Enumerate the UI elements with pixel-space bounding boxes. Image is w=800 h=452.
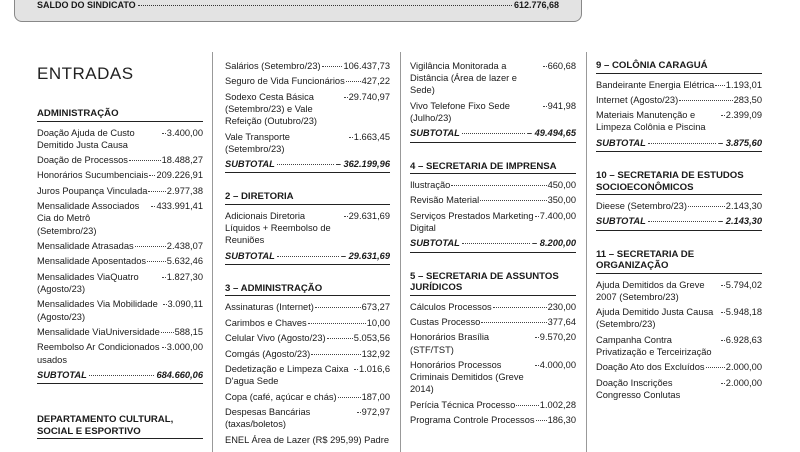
leader-dots (462, 243, 530, 244)
line-item (596, 109, 762, 133)
item-value: 2.399,09 (725, 110, 762, 121)
item-value: 5.794,02 (725, 279, 762, 290)
item-value: 433.991,41 (156, 201, 203, 212)
item-value: 2.977,38 (166, 185, 203, 196)
item-label: Reembolso Ar Condicionados usados (37, 342, 160, 365)
item-value: 450,00 (547, 180, 576, 191)
page-heading: ENTRADAS (37, 64, 134, 83)
item-value: 132,92 (361, 348, 390, 359)
item-label: Honorários Sucumbenciais (37, 170, 149, 181)
item-value: 4.000,00 (539, 360, 576, 371)
item-label: Bandeirante Energia Elétrica (596, 79, 715, 90)
section-title: 5 – SECRETARIA DE ASSUNTOS JURÍDICOS (410, 271, 576, 296)
subtotal-label: SUBTOTAL (37, 370, 87, 381)
section-items (225, 301, 390, 445)
line-item (596, 279, 762, 303)
item-value: 350,00 (547, 195, 576, 206)
line-item (37, 298, 203, 322)
spacer (410, 253, 576, 271)
leader-dots (162, 347, 166, 348)
column-3 (410, 60, 576, 430)
line-item (596, 79, 762, 91)
subtotal-row (410, 127, 576, 142)
line-item (596, 200, 762, 212)
item-label: Mensalidades ViaQuatro (Agosto/23) (37, 271, 139, 295)
leader-dots (148, 191, 165, 192)
item-label: Internet (Agosto/23) (596, 94, 679, 105)
item-label: Perícia Técnica Processo (410, 399, 516, 410)
section-items (225, 210, 390, 247)
line-item (225, 348, 390, 360)
item-value: 187,00 (361, 391, 390, 402)
item-label: Materiais Manutenção e Limpeza Colônia e Piscina (596, 110, 706, 133)
item-label: Serviços Prestados Marketing Digital (410, 210, 534, 234)
column-divider (400, 52, 401, 452)
subtotal-row (410, 237, 576, 252)
subtotal-label: SUBTOTAL (225, 159, 275, 170)
section-items (596, 279, 762, 402)
leader-dots (648, 143, 716, 144)
subtotal-value: – 362.199,96 (335, 159, 390, 170)
line-item (596, 377, 762, 401)
item-value: 3.400,00 (166, 127, 203, 138)
leader-dots (543, 106, 547, 107)
leader-dots (346, 81, 361, 82)
section-title: 9 – COLÔNIA CARAGUÁ (596, 60, 762, 74)
item-value: 9.570,20 (539, 332, 576, 343)
item-label: Mensalidade Associados Cia do Metrô (Setembro/23) (37, 201, 140, 236)
item-value: 29.631,69 (348, 210, 390, 221)
leader-dots (516, 405, 539, 406)
item-value: 186,30 (547, 415, 576, 426)
subtotal-row (596, 215, 762, 230)
leader-dots (322, 66, 343, 67)
line-item (225, 301, 390, 313)
line-item (37, 271, 203, 295)
leader-dots (357, 412, 361, 413)
line-item (596, 94, 762, 106)
leader-dots (338, 397, 361, 398)
leader-dots (308, 323, 366, 324)
item-label: Honorários Brasília (STF/TST) (410, 332, 490, 355)
section-items (410, 301, 576, 427)
item-value: 230,00 (547, 301, 576, 312)
column-divider (212, 52, 213, 452)
item-label: Mensalidade ViaUniversidade (37, 327, 160, 338)
subtotal-row (37, 369, 203, 384)
item-value: 29.740,97 (348, 91, 390, 102)
spacer (596, 231, 762, 249)
line-item (596, 361, 762, 373)
item-label: Mensalidade Atrasadas (37, 241, 134, 252)
item-value: 972,97 (361, 406, 390, 417)
line-item (225, 317, 390, 329)
leader-dots (721, 285, 725, 286)
section-title: 4 – SECRETARIA DE IMPRENSA (410, 161, 576, 175)
leader-dots (344, 216, 348, 217)
leader-dots (129, 160, 161, 161)
item-label: Carimbos e Chaves (225, 317, 307, 328)
leader-dots (648, 221, 716, 222)
section-title: 2 – DIRETORIA (225, 191, 390, 205)
item-label: Assinaturas (Internet) (225, 302, 314, 313)
item-label: Mensalidade Aposentados (37, 256, 147, 267)
item-value: 427,22 (361, 76, 390, 87)
section-items (410, 60, 576, 124)
item-label: Doação Inscrições Congresso Conlutas (596, 377, 681, 401)
line-item (410, 179, 576, 191)
section-items (225, 60, 390, 155)
item-value: 588,15 (174, 327, 203, 338)
line-item (225, 434, 390, 446)
subtotal-label: SUBTOTAL (225, 250, 275, 261)
leader-dots (311, 354, 360, 355)
item-value: 1.002,28 (539, 399, 576, 410)
line-item (225, 391, 390, 403)
item-label: Doação Ato dos Excluídos (596, 362, 705, 373)
section-items (596, 200, 762, 212)
line-item (225, 210, 390, 247)
spacer (410, 143, 576, 161)
leader-dots (715, 85, 724, 86)
line-item (37, 341, 203, 365)
subtotal-value: 684.660,06 (156, 370, 203, 381)
item-label: Ajuda Demitidos da Greve 2007 (Setembro/23) (596, 279, 705, 302)
leader-dots (161, 332, 174, 333)
line-item (225, 406, 390, 430)
subtotal-label: SUBTOTAL (410, 238, 460, 249)
line-item (410, 414, 576, 426)
leader-dots (138, 5, 512, 6)
line-item (37, 127, 203, 151)
item-label: Vivo Telefone Fixo Sede (Julho/23) (410, 100, 510, 123)
item-value: 5.053,56 (353, 333, 390, 344)
item-value: 377,64 (547, 317, 576, 328)
item-value: 660,68 (547, 61, 576, 71)
item-value: 6.928,63 (725, 334, 762, 345)
item-label: Doação de Processos (37, 155, 128, 166)
line-item (410, 60, 576, 97)
leader-dots (535, 337, 539, 338)
item-label: Comgás (Agosto/23) (225, 348, 311, 359)
leader-dots (721, 115, 725, 116)
leader-dots (151, 206, 155, 207)
subtotal-label: SUBTOTAL (596, 216, 646, 227)
item-value: 106.437,73 (343, 61, 390, 71)
leader-dots (721, 383, 725, 384)
line-item (37, 326, 203, 338)
item-value: 209.226,91 (156, 170, 203, 181)
item-label: Sodexo Cesta Básica (Setembro/23) e Vale Refeição (Outubro/23) (225, 91, 317, 127)
item-label: Juros Poupança Vinculada (37, 185, 148, 196)
leader-dots (462, 133, 525, 134)
section-title: ADMINISTRAÇÃO (37, 108, 203, 122)
line-item (410, 301, 576, 313)
section-items (37, 127, 203, 366)
leader-dots (480, 200, 546, 201)
item-label: Vale Transporte (Setembro/23) (225, 131, 290, 154)
subtotal-row (225, 158, 390, 173)
item-label: Ilustração (410, 180, 451, 191)
line-item (410, 194, 576, 206)
line-item (37, 154, 203, 166)
leader-dots (354, 369, 358, 370)
subtotal-label: SUBTOTAL (410, 128, 460, 139)
leader-dots (277, 164, 334, 165)
item-value: 2.438,07 (166, 241, 203, 252)
subtotal-value: – 49.494,65 (526, 128, 576, 139)
subtotal-value: – 2.143,30 (718, 216, 762, 227)
item-label: Programa Controle Processos (410, 415, 535, 426)
section-title: DEPARTAMENTO CULTURAL, SOCIAL E ESPORTIVO (37, 414, 203, 439)
leader-dots (535, 216, 539, 217)
section-title: 3 – ADMINISTRAÇÃO (225, 283, 390, 297)
item-value: 1.193,01 (725, 79, 762, 90)
line-item (37, 169, 203, 181)
item-value: 941,98 (547, 100, 576, 111)
leader-dots (149, 175, 155, 176)
line-item (225, 91, 390, 128)
item-value: 1.016,6 (358, 363, 390, 374)
item-label: Mensalidades Via Mobilidade (Agosto/23) (37, 299, 158, 322)
subtotal-row (596, 137, 762, 152)
leader-dots (679, 100, 732, 101)
spacer (225, 265, 390, 283)
leader-dots (147, 261, 166, 262)
leader-dots (327, 338, 353, 339)
leader-dots (163, 304, 167, 305)
balance-value: 612.776,68 (513, 0, 559, 10)
item-label: Dieese (Setembro/23) (596, 201, 687, 212)
column-2 (225, 60, 390, 449)
item-label: Seguro de Vida Funcionários (225, 76, 345, 87)
line-item (596, 306, 762, 330)
line-item (410, 359, 576, 396)
leader-dots (89, 375, 155, 376)
item-value: 2.143,30 (725, 201, 762, 212)
line-item (410, 210, 576, 234)
subtotal-value: – 8.200,00 (532, 238, 576, 249)
leader-dots (277, 256, 339, 257)
leader-dots (162, 133, 166, 134)
spacer (596, 152, 762, 170)
line-item (225, 131, 390, 155)
line-item (37, 200, 203, 237)
line-item (410, 316, 576, 328)
leader-dots (536, 420, 547, 421)
item-label: Despesas Bancárias (taxas/boletos) (225, 406, 311, 430)
line-item (410, 399, 576, 411)
leader-dots (315, 307, 361, 308)
line-item (225, 363, 390, 387)
section-items (410, 179, 576, 234)
item-label: Honorários Processos Criminais Demitidos (Greve 2014) (410, 360, 524, 395)
item-value: 18.488,27 (161, 155, 203, 166)
leader-dots (721, 312, 725, 313)
line-item (410, 100, 576, 124)
item-value: 673,27 (361, 302, 390, 313)
section-items (596, 79, 762, 134)
item-label: Celular Vivo (Agosto/23) (225, 333, 326, 344)
line-item (225, 60, 390, 72)
item-label: Copa (café, açúcar e chás) (225, 391, 337, 402)
leader-dots (688, 206, 725, 207)
leader-dots (721, 340, 725, 341)
item-label: ENEL Área de Lazer (R$ 295,99) Padre (225, 434, 389, 445)
spacer (225, 173, 390, 191)
column-1 (37, 108, 203, 444)
leader-dots (535, 365, 539, 366)
leader-dots (493, 307, 547, 308)
item-value: 3.090,11 (167, 299, 203, 310)
subtotal-label: SUBTOTAL (596, 137, 646, 148)
item-label: Salários (Setembro/23) (225, 61, 321, 71)
item-label: Dedetização e Limpeza Caixa D'agua Sede (225, 363, 349, 387)
leader-dots (481, 322, 546, 323)
item-label: Ajuda Demitido Justa Causa (Setembro/23) (596, 307, 714, 330)
line-item (37, 185, 203, 197)
item-label: Vigilância Monitorada a Distância (Área de lazer e Sede) (410, 61, 517, 96)
item-label: Adicionais Diretoria Líquidos + Reembolso de Reuniões (225, 210, 331, 246)
item-value: 5.632,46 (166, 256, 203, 267)
balance-label: SALDO DO SINDICATO (37, 0, 136, 10)
line-item (37, 255, 203, 267)
leader-dots (162, 277, 166, 278)
line-item (225, 332, 390, 344)
column-divider (586, 52, 587, 452)
line-item (37, 240, 203, 252)
item-label: Doação Ajuda de Custo Demitido Justa Causa (37, 127, 135, 150)
item-value: 5.948,18 (725, 307, 762, 318)
leader-dots (135, 246, 166, 247)
item-value: 7.400,00 (539, 210, 576, 221)
leader-dots (543, 66, 547, 67)
subtotal-value: – 3.875,60 (718, 137, 762, 148)
leader-dots (451, 185, 546, 186)
section-title: 11 – SECRETARIA DE ORGANIZAÇÃO (596, 249, 762, 274)
item-label: Revisão Material (410, 195, 480, 206)
item-label: Campanha Contra Privatização e Terceirização (596, 334, 712, 358)
item-label: Custas Processo (410, 317, 481, 328)
item-value: 2.000,00 (725, 377, 762, 388)
item-value: 283,50 (733, 94, 762, 105)
item-label: Cálculos Processos (410, 301, 492, 312)
item-value: 10,00 (366, 317, 390, 328)
balance-row (37, 0, 559, 10)
item-value: 1.827,30 (166, 271, 203, 282)
item-value: 1.663,45 (353, 131, 390, 142)
item-value: 3.000,00 (166, 342, 203, 353)
item-value: 2.000,00 (725, 362, 762, 373)
column-4 (596, 60, 762, 404)
leader-dots (344, 97, 348, 98)
subtotal-row (225, 250, 390, 265)
leader-dots (706, 367, 725, 368)
subtotal-value: – 29.631,69 (340, 250, 390, 261)
line-item (596, 334, 762, 358)
leader-dots (349, 137, 353, 138)
line-item (225, 75, 390, 87)
section-title: 10 – SECRETARIA DE ESTUDOS SOCIOECONÔMICOS (596, 170, 762, 195)
line-item (410, 331, 576, 355)
